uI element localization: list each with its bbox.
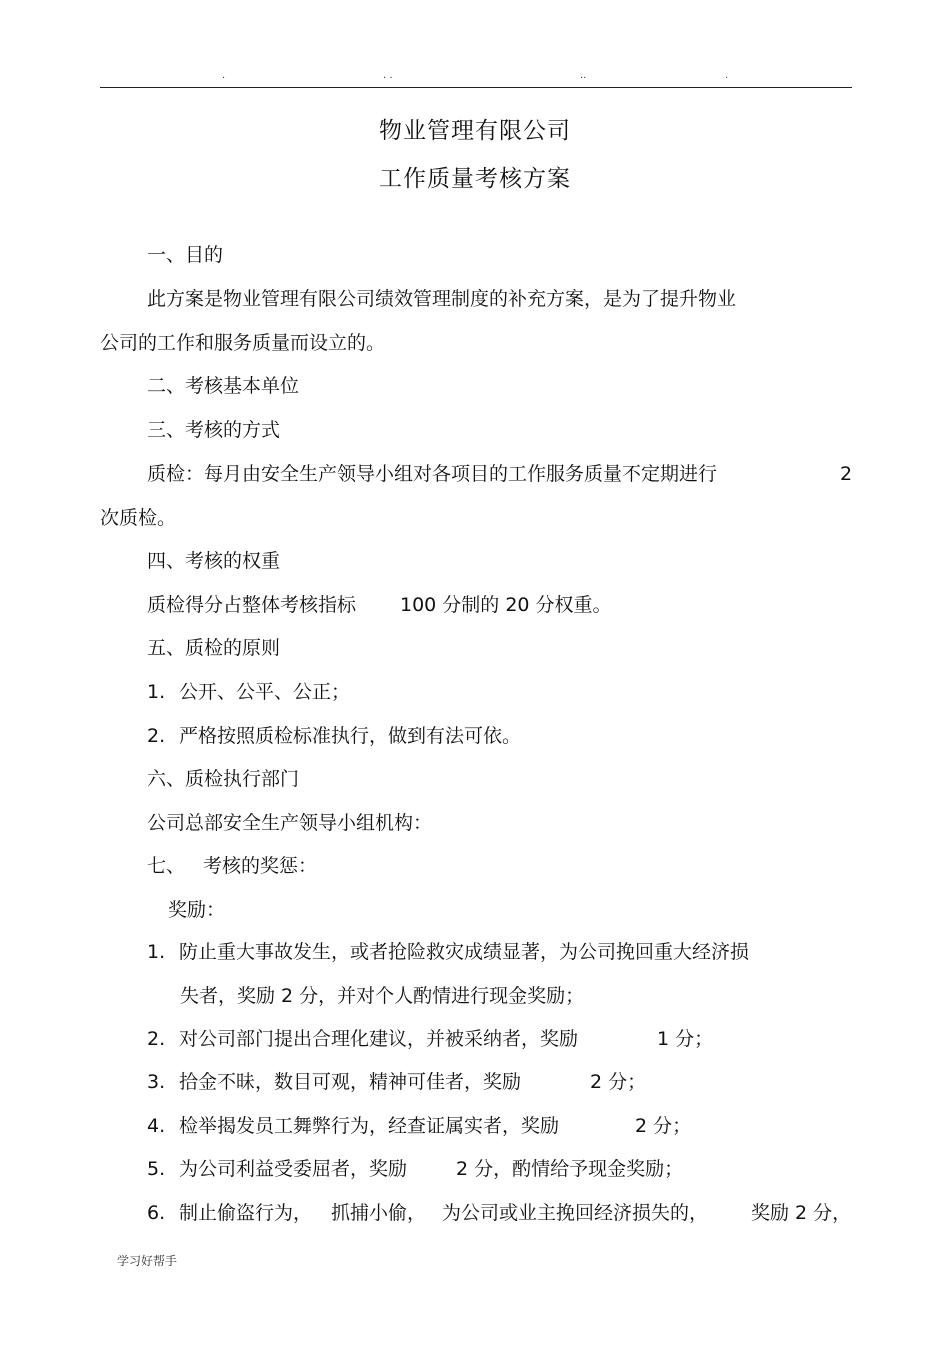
list-text: 拾金不昧，数目可观，精神可佳者，奖励 <box>179 1071 522 1093</box>
list-number: 5. <box>147 1158 166 1180</box>
list-number: 1. <box>147 681 166 703</box>
section-6-heading: 六、质检执行部门 <box>147 768 300 790</box>
list-number: 6. <box>147 1202 166 1224</box>
reward-item <box>147 939 749 965</box>
reward-item <box>147 1026 578 1052</box>
section-4-text-b: 100 分制的 20 分权重。 <box>400 594 612 616</box>
section-6-text: 公司总部安全生产领导小组机构： <box>147 812 433 834</box>
reward-points: 2 分，酌情给予现金奖励； <box>456 1158 684 1180</box>
section-3-number: 2 <box>840 463 853 485</box>
header-marks <box>100 70 852 84</box>
document-title-line1: 物业管理有限公司 <box>379 118 571 144</box>
reward-points: 2 分； <box>590 1071 647 1093</box>
footer-text: 学习好帮手 <box>117 1254 178 1268</box>
section-7-heading-a: 七、 <box>147 855 186 877</box>
section-3-text: 质检：每月由安全生产领导小组对各项目的工作服务质量不定期进行 <box>147 463 718 485</box>
list-number: 2. <box>147 1028 166 1050</box>
list-text: 严格按照质检标准执行，做到有法可依。 <box>179 725 522 747</box>
reward-item <box>147 1069 521 1095</box>
section-1-heading: 一、目的 <box>147 244 224 266</box>
reward-item <box>147 1156 407 1182</box>
list-number: 3. <box>147 1071 166 1093</box>
header-mark: . <box>725 70 729 81</box>
reward-points: 2 分； <box>635 1115 692 1137</box>
reward-points: 1 分； <box>657 1028 714 1050</box>
header-mark: . <box>222 70 226 81</box>
list-text: 检举揭发员工舞弊行为，经查证属实者，奖励 <box>179 1115 560 1137</box>
list-item <box>147 679 350 705</box>
header-mark: .. <box>580 70 587 81</box>
section-7-heading-b: 考核的奖惩： <box>203 855 318 877</box>
reward-label: 奖励： <box>168 899 226 921</box>
header-mark: . . <box>383 70 393 81</box>
list-number: 1. <box>147 941 166 963</box>
section-3-heading: 三、考核的方式 <box>147 419 281 441</box>
section-1-text-cont: 公司的工作和服务质量而设立的。 <box>100 332 386 354</box>
list-text: 制止偷盗行为， <box>179 1202 313 1224</box>
list-text: 防止重大事故发生，或者抢险救灾成绩显著，为公司挽回重大经济损 <box>179 941 750 963</box>
list-text: 对公司部门提出合理化建议，并被采纳者，奖励 <box>179 1028 579 1050</box>
reward-item <box>147 1200 312 1226</box>
section-3-text-cont: 次质检。 <box>100 507 177 529</box>
section-1-text: 此方案是物业管理有限公司绩效管理制度的补充方案，是为了提升物业 <box>147 288 737 310</box>
reward-text-part: 为公司或业主挽回经济损失的， <box>442 1202 709 1224</box>
section-4-heading: 四、考核的权重 <box>147 550 281 572</box>
list-number: 2. <box>147 725 166 747</box>
list-number: 4. <box>147 1115 166 1137</box>
list-item <box>147 723 521 749</box>
section-5-heading: 五、质检的原则 <box>147 637 281 659</box>
header-rule <box>100 87 852 88</box>
list-text: 为公司利益受委屈者，奖励 <box>179 1158 408 1180</box>
document-title-line2: 工作质量考核方案 <box>379 166 571 192</box>
section-4-text-a: 质检得分占整体考核指标 <box>147 594 357 616</box>
reward-item-cont: 失者，奖励 2 分，并对个人酌情进行现金奖励； <box>180 985 585 1007</box>
reward-text-part: 抓捕小偷， <box>331 1202 427 1224</box>
section-2-heading: 二、考核基本单位 <box>147 375 300 397</box>
list-text: 公开、公平、公正； <box>179 681 351 703</box>
reward-item <box>147 1113 559 1139</box>
reward-points: 奖励 2 分， <box>751 1202 852 1224</box>
